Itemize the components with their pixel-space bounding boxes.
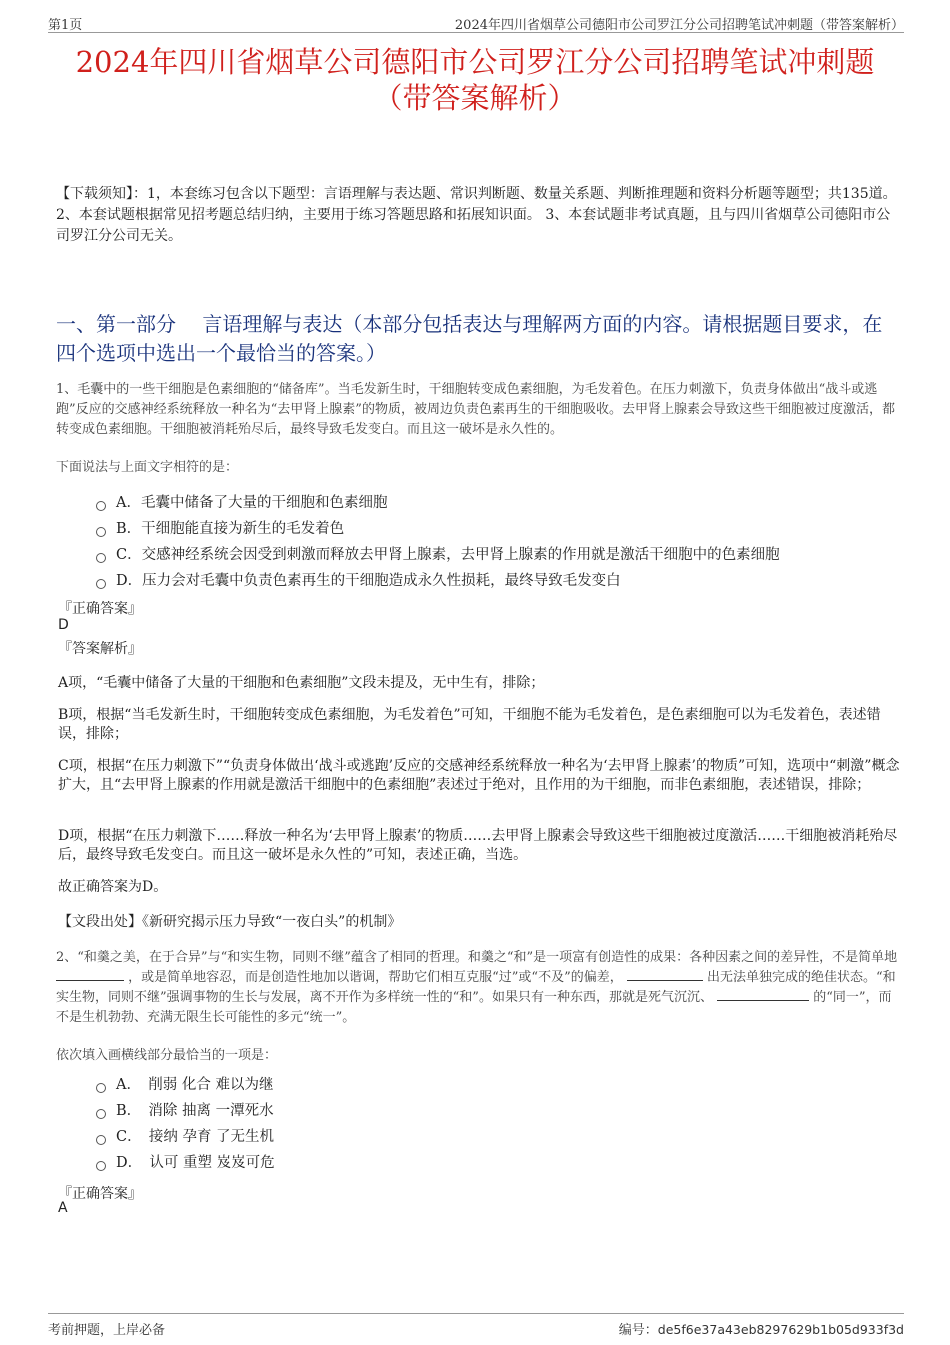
question-2-option-d[interactable] bbox=[96, 1150, 275, 1176]
question-2-options bbox=[96, 1072, 275, 1176]
page-footer bbox=[48, 1313, 904, 1338]
header-doc-title: 2024年四川省烟草公司德阳市公司罗江分公司招聘笔试冲刺题（带答案解析） bbox=[454, 18, 904, 33]
option-label: D． 认可 重塑 岌岌可危 bbox=[116, 1155, 275, 1171]
option-label: B． 消除 抽离 一潭死水 bbox=[116, 1103, 274, 1119]
radio-icon[interactable] bbox=[96, 1135, 106, 1145]
section-heading: 一、第一部分 言语理解与表达（本部分包括表达与理解两方面的内容。请根据题目要求，在四个选项中选出一个最恰当的答案。） bbox=[56, 312, 883, 365]
fill-blank-2 bbox=[627, 968, 703, 981]
analysis-b: B项，根据“当毛发新生时，干细胞转变成色素细胞，为毛发着色”可知，干细胞不能为毛发着色，是色素细胞可以为毛发着色，表述错误，排除； bbox=[58, 707, 881, 742]
radio-icon[interactable] bbox=[96, 553, 106, 563]
analysis-source: 【文段出处】《新研究揭示压力导致“一夜白头”的机制》 bbox=[58, 914, 402, 930]
radio-icon[interactable] bbox=[96, 1109, 106, 1119]
stem-part-1: 2、“和羹之美，在于合异”与“和实生物，同则不继”蕴含了相同的哲理。和羹之“和”是一项富有创造性的成果：各种因素之间的差异性，不是简单地 bbox=[56, 950, 898, 965]
radio-icon[interactable] bbox=[96, 501, 106, 511]
fill-blank-3 bbox=[717, 988, 809, 1001]
question-2-stem bbox=[56, 948, 902, 1028]
option-label: A． 削弱 化合 难以为继 bbox=[116, 1077, 274, 1093]
stem-part-2: ，或是简单地容忍，而是创造性地加以谐调，帮助它们相互克服“过”或“不及”的偏差， bbox=[128, 970, 623, 985]
footer-slogan: 考前押题，上岸必备 bbox=[48, 1323, 166, 1338]
question-1-analysis-label: 『答案解析』 bbox=[58, 641, 142, 657]
download-notice: 【下载须知】：1，本套练习包含以下题型：言语理解与表达题、常识判断题、数量关系题、判断推理题和资料分析题等题型；共135道。 2、本套试题根据常见招考题总结归纳，主要用于练习答题思路和拓展知识面。 3、本套试题非考试真题，且与四川省烟草公司德阳市公司罗江分公司无关。 bbox=[56, 186, 897, 244]
radio-icon[interactable] bbox=[96, 1083, 106, 1093]
question-1-ask: 下面说法与上面文字相符的是： bbox=[56, 460, 239, 475]
page-header bbox=[48, 12, 904, 33]
question-2-option-b[interactable] bbox=[96, 1098, 275, 1124]
code-value: de5f6e37a43eb8297629b1b05d933f3d bbox=[657, 1322, 904, 1337]
question-1-stem: 1、毛囊中的一些干细胞是色素细胞的“储备库”。当毛发新生时，干细胞转变成色素细胞，为毛发着色。在压力刺激下，负责身体做出“战斗或逃跑”反应的交感神经系统释放一种名为“去甲肾上腺素”的物质，被周边负责色素再生的干细胞吸收。去甲肾上腺素会导致这些干细胞被过度激活，都转变成色素细胞。干细胞被消耗殆尽后，最终导致毛发变白。而且这一破坏是永久性的。 bbox=[56, 382, 895, 437]
analysis-c: C项，根据“在压力刺激下”“负责身体做出‘战斗或逃跑’反应的交感神经系统释放一种名为‘去甲肾上腺素’的物质”可知，选项中“刺激”概念扩大，且“去甲肾上腺素的作用就是激活干细胞中的色素细胞”表述过于绝对，且作用的为干细胞，而非色素细胞，表述错误，排除； bbox=[58, 758, 900, 793]
option-label: C．交感神经系统会因受到刺激而释放去甲肾上腺素，去甲肾上腺素的作用就是激活干细胞中的色素细胞 bbox=[116, 547, 780, 563]
question-2-option-a[interactable] bbox=[96, 1072, 275, 1098]
question-2-answer-label: 『正确答案』 bbox=[58, 1186, 142, 1202]
question-1-answer: D bbox=[58, 617, 69, 633]
stem-part-4: 的“同一”，而不是生机勃勃、充满无限生长可能性的多元“统一”。 bbox=[56, 990, 892, 1025]
radio-icon[interactable] bbox=[96, 579, 106, 589]
question-2-option-c[interactable] bbox=[96, 1124, 275, 1150]
analysis-a: A项，“毛囊中储备了大量的干细胞和色素细胞”文段未提及，无中生有，排除； bbox=[58, 675, 545, 691]
question-1-option-a[interactable] bbox=[96, 490, 780, 516]
radio-icon[interactable] bbox=[96, 1161, 106, 1171]
analysis-conclusion: 故正确答案为D。 bbox=[58, 879, 168, 895]
title-line-2: （带答案解析） bbox=[373, 81, 577, 115]
question-2-answer: A bbox=[58, 1200, 68, 1216]
question-1-option-d[interactable] bbox=[96, 568, 780, 594]
option-label: B．干细胞能直接为新生的毛发着色 bbox=[116, 521, 345, 537]
question-1-option-b[interactable] bbox=[96, 516, 780, 542]
footer-code bbox=[619, 1319, 904, 1338]
fill-blank-1 bbox=[56, 968, 124, 981]
document-title bbox=[40, 44, 910, 116]
question-1-option-c[interactable] bbox=[96, 542, 780, 568]
stem-part-3: 出无法单独完成的绝佳状态。“和实生物，同则不继”强调事物的生长与发展，离不开作为多样统一性的“和”。如果只有一种东西，那就是死气沉沉、 bbox=[56, 970, 896, 1005]
question-2-ask: 依次填入画横线部分最恰当的一项是： bbox=[56, 1048, 278, 1063]
code-label: 编号： bbox=[618, 1323, 658, 1338]
option-label: D．压力会对毛囊中负责色素再生的干细胞造成永久性损耗，最终导致毛发变白 bbox=[116, 573, 621, 589]
option-label: C． 接纳 孕育 了无生机 bbox=[116, 1129, 275, 1145]
option-label: A．毛囊中储备了大量的干细胞和色素细胞 bbox=[116, 495, 388, 511]
radio-icon[interactable] bbox=[96, 527, 106, 537]
question-1-answer-label: 『正确答案』 bbox=[58, 601, 142, 617]
analysis-d: D项，根据“在压力刺激下……释放一种名为‘去甲肾上腺素’的物质……去甲肾上腺素会导致这些干细胞被过度激活……干细胞被消耗殆尽后，最终导致毛发变白。而且这一破坏是永久性的”可知，表述正确，当选。 bbox=[58, 828, 898, 863]
page-number: 第1页 bbox=[48, 18, 83, 33]
title-line-1: 2024年四川省烟草公司德阳市公司罗江分公司招聘笔试冲刺题 bbox=[75, 45, 875, 79]
question-1-options bbox=[96, 490, 780, 594]
